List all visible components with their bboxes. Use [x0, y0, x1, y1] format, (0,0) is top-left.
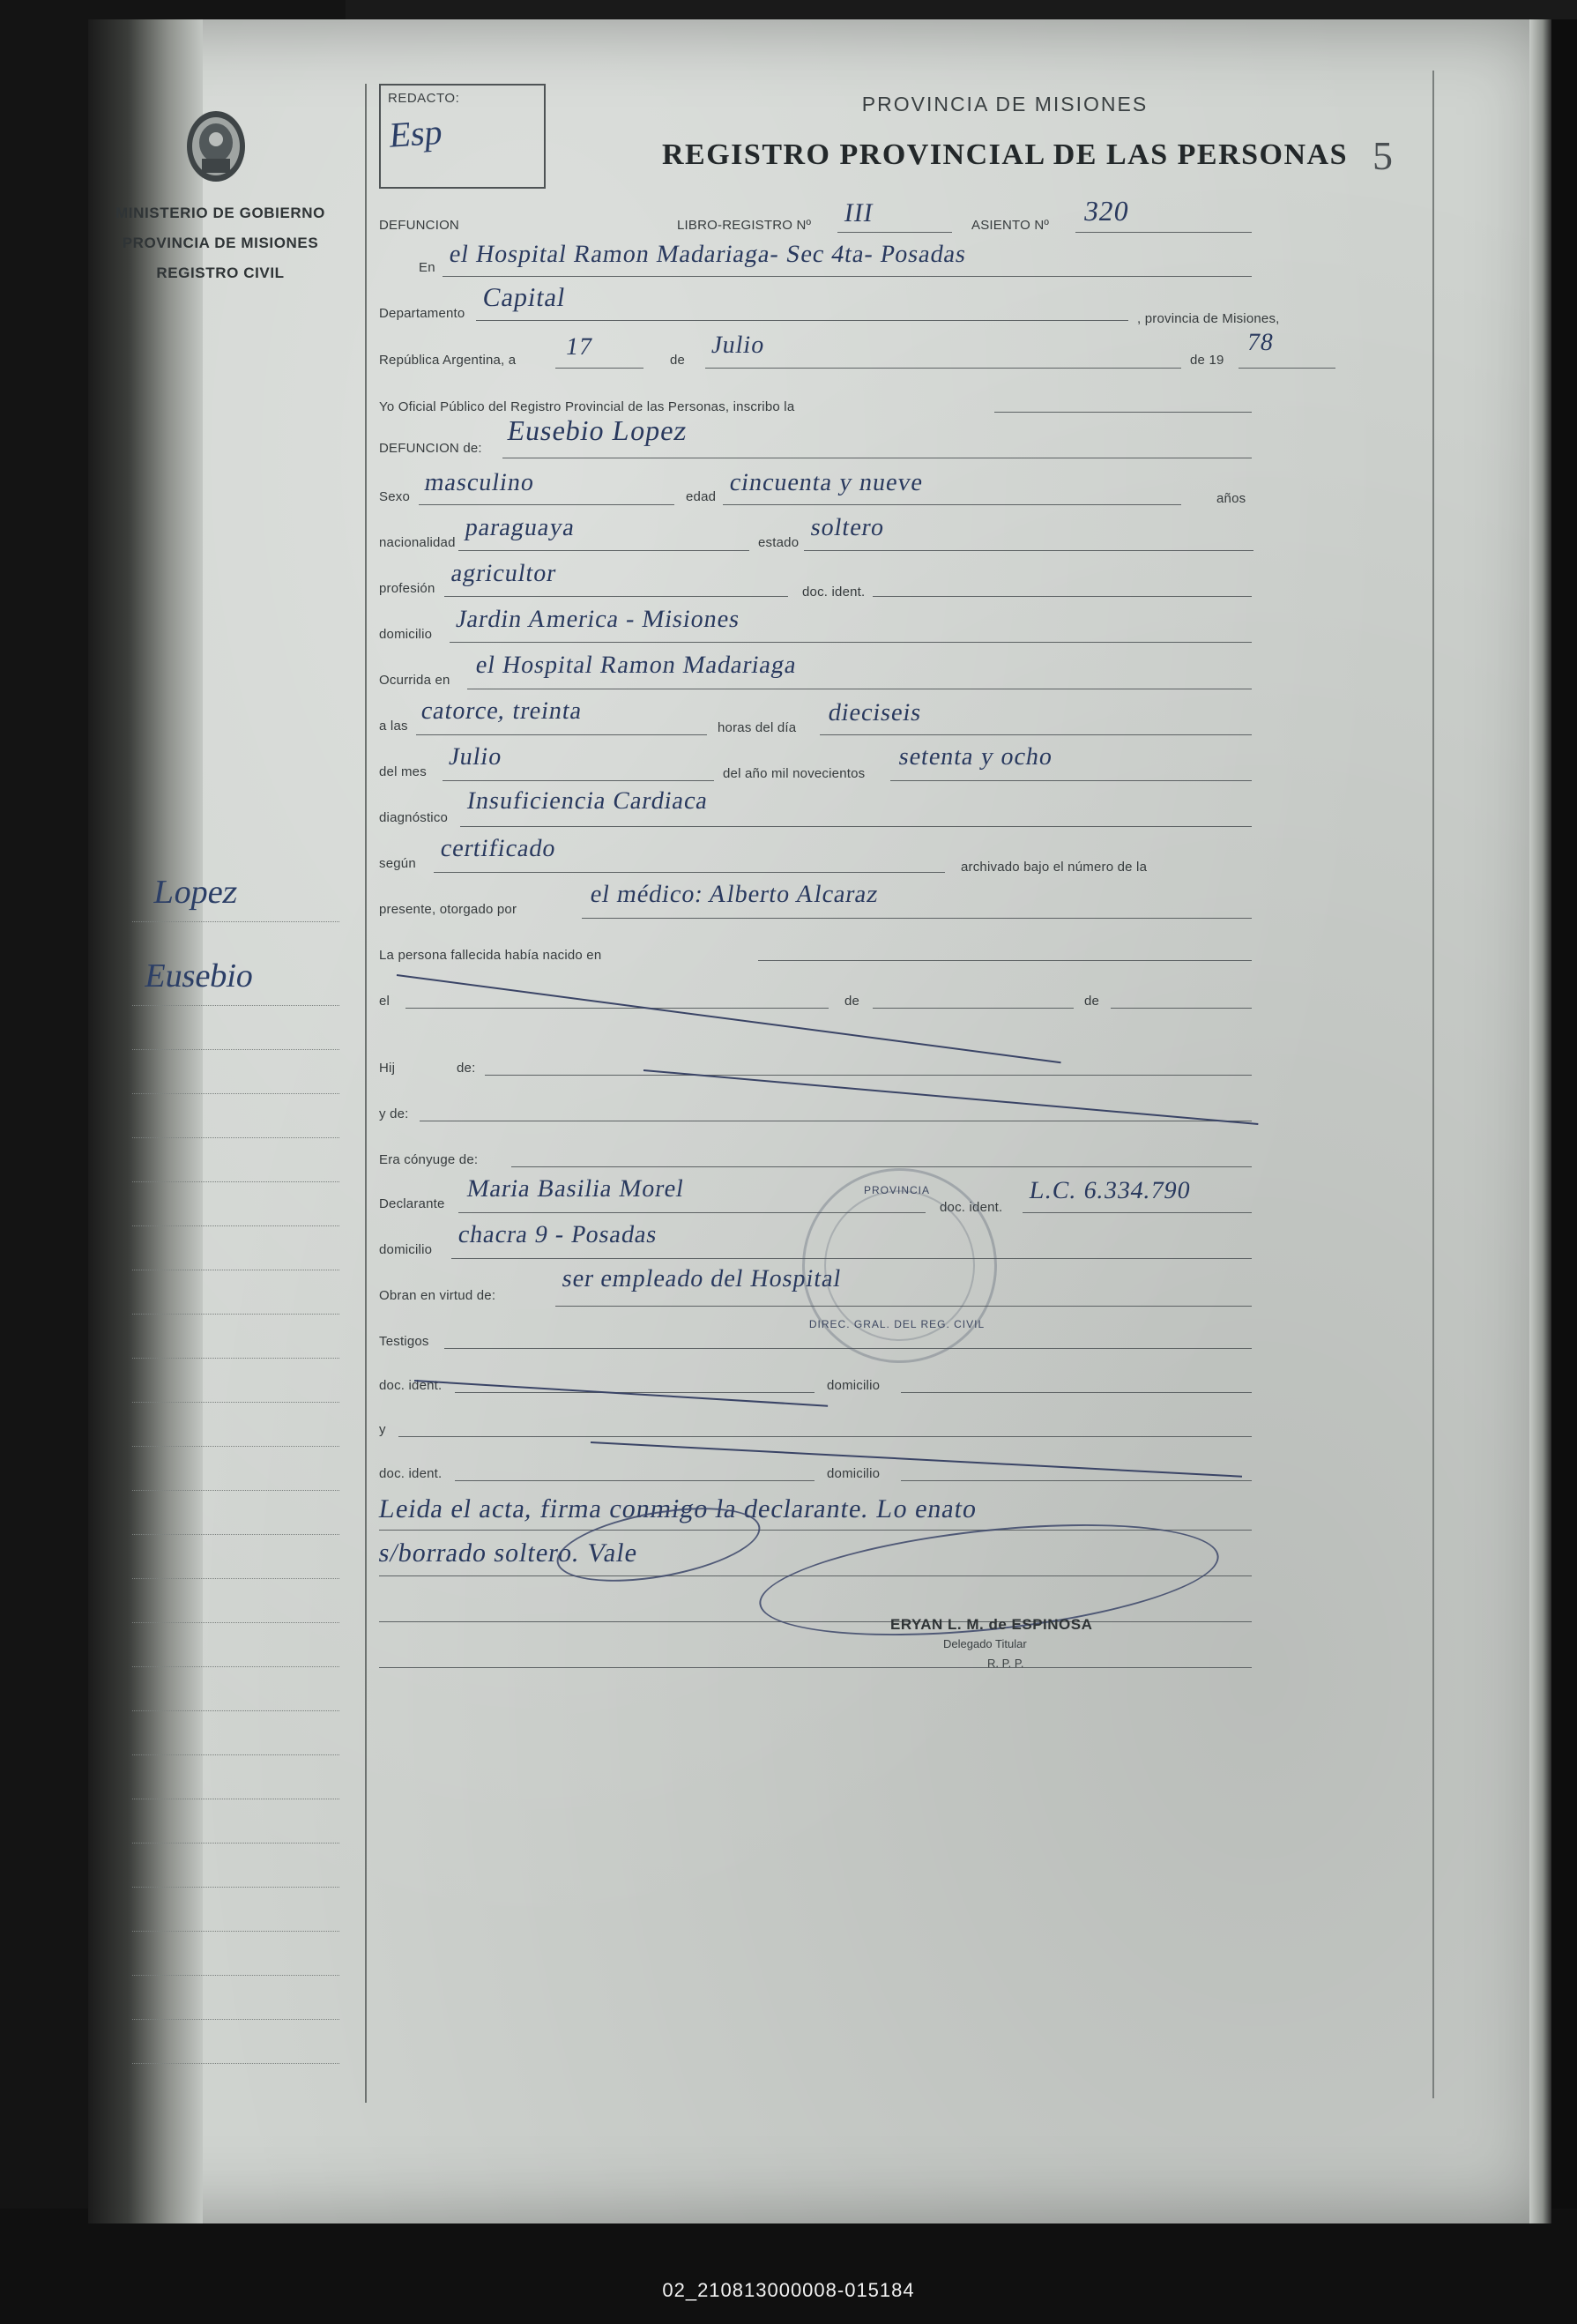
page-edge	[1529, 19, 1551, 2223]
spine-index-surname: Lopez	[151, 874, 242, 911]
occurred-label: Ocurrida en	[379, 673, 450, 688]
right-margin-rule	[1432, 71, 1434, 2098]
book-binding-shadow	[88, 19, 203, 2223]
day-value: 17	[563, 333, 595, 361]
year-prefix-label: de 19	[1190, 353, 1224, 368]
civil-status-label: estado	[758, 535, 800, 550]
month-value: Julio	[710, 331, 768, 359]
time-label: a las	[379, 719, 408, 734]
ministry-line-1: MINISTERIO DE GOBIERNO	[115, 205, 325, 221]
country-label: República Argentina, a	[379, 353, 517, 368]
ministry-line-2: PROVINCIA DE MISIONES	[122, 235, 319, 251]
age-label: edad	[686, 489, 717, 504]
place-value: el Hospital Ramon Madariaga- Sec 4ta- Posadas	[447, 241, 969, 268]
spouse-label: Era cónyuge de:	[379, 1152, 479, 1167]
and-of-label: y de:	[379, 1106, 409, 1121]
department-value: Capital	[480, 283, 569, 312]
ministry-line-3: REGISTRO CIVIL	[156, 264, 285, 281]
scan-filename: 02_210813000008-015184	[662, 2279, 915, 2301]
occurred-value: el Hospital Ramon Madariaga	[473, 652, 800, 679]
page-number: 5	[1372, 133, 1393, 178]
official-seal	[802, 1168, 997, 1363]
witness2-address-label: domicilio	[827, 1466, 881, 1481]
declarant-doc-value: L.C. 6.334.790	[1027, 1177, 1194, 1204]
witness-doc-label: doc. ident.	[379, 1378, 443, 1393]
sex-value: masculino	[422, 469, 537, 496]
year-of-label: del año mil novecientos	[723, 766, 866, 781]
book-label: LIBRO-REGISTRO Nº	[677, 218, 812, 233]
civil-status-value: soltero	[808, 514, 887, 541]
officer-text: Yo Oficial Público del Registro Provincial de las Personas, inscribo la	[379, 399, 795, 414]
sex-label: Sexo	[379, 489, 410, 504]
nationality-label: nacionalidad	[379, 535, 456, 550]
column-rule	[365, 84, 367, 2103]
year-value: 78	[1245, 329, 1276, 356]
officer-signature-role: Delegado Titular	[943, 1637, 1027, 1650]
born-label: La persona fallecida había nacido en	[379, 948, 602, 963]
redacto-label: REDACTO:	[388, 91, 460, 106]
profession-value: agricultor	[449, 560, 559, 587]
month-of-label: del mes	[379, 764, 427, 779]
redacto-box	[379, 84, 546, 189]
declarant-address-label: domicilio	[379, 1242, 433, 1257]
death-record-form	[376, 84, 1428, 2138]
witness2-doc-label: doc. ident.	[379, 1466, 443, 1481]
de-label-2: de	[1084, 994, 1100, 1009]
according-value: certificado	[438, 835, 559, 862]
deceased-name: Eusebio Lopez	[505, 414, 690, 446]
according-label: según	[379, 856, 416, 871]
age-value: cincuenta y nueve	[727, 469, 926, 496]
death-day-value: dieciseis	[826, 699, 924, 726]
filed-label: archivado bajo el número de la	[961, 860, 1148, 875]
entry-value: 320	[1082, 195, 1132, 227]
ministry-block	[97, 198, 344, 288]
department-label: Departamento	[379, 306, 465, 321]
declarant-value: Maria Basilia Morel	[465, 1175, 687, 1203]
place-prefix-label: En	[419, 260, 435, 275]
doc-ident-label: doc. ident.	[802, 585, 866, 600]
child-label: Hij	[379, 1061, 396, 1076]
provincial-crest-icon	[181, 106, 251, 187]
redacto-value: Esp	[388, 111, 445, 155]
address-value: Jardin America - Misiones	[454, 606, 742, 633]
declarant-doc-label: doc. ident.	[940, 1200, 1003, 1215]
registry-title: REGISTRO PROVINCIAL DE LAS PERSONAS	[662, 138, 1348, 171]
closing-line-2: s/borrado soltero. Vale	[376, 1538, 640, 1568]
book-value: III	[842, 198, 876, 227]
death-month-value: Julio	[447, 743, 505, 771]
witness-y-label: y	[379, 1422, 386, 1437]
province-suffix-label: , provincia de Misiones,	[1137, 311, 1280, 326]
hours-label: horas del día	[718, 720, 797, 735]
present-label: presente, otorgado por	[379, 902, 517, 917]
spine-index-given: Eusebio	[142, 957, 257, 994]
province-heading: PROVINCIA DE MISIONES	[861, 93, 1149, 115]
witness-address-label: domicilio	[827, 1378, 881, 1393]
officer-signature-name: ERYAN L. M. de ESPINOSA	[890, 1616, 1093, 1633]
closing-line-1: Leida el acta, firma conmigo la declarante. Lo enato	[376, 1494, 980, 1523]
witness-label: Testigos	[379, 1334, 429, 1349]
de-label-day: de	[670, 353, 686, 368]
child-of-label: de:	[457, 1061, 476, 1076]
nationality-value: paraguaya	[463, 514, 577, 541]
diagnosis-value: Insuficiencia Cardiaca	[465, 787, 710, 815]
record-type-label: DEFUNCION	[379, 218, 459, 233]
profession-label: profesión	[379, 581, 435, 596]
authority-label: Obran en virtud de:	[379, 1288, 496, 1303]
de-label-1: de	[844, 994, 860, 1009]
declarant-address-value: chacra 9 - Posadas	[456, 1221, 660, 1248]
age-unit-label: años	[1216, 491, 1246, 506]
address-label: domicilio	[379, 627, 433, 642]
death-of-label: DEFUNCION de:	[379, 441, 482, 456]
declarant-label: Declarante	[379, 1196, 445, 1211]
time-value: catorce, treinta	[419, 697, 584, 725]
diagnosis-label: diagnóstico	[379, 810, 449, 825]
entry-label: ASIENTO Nº	[971, 218, 1050, 233]
authority-value: ser empleado del Hospital	[560, 1265, 844, 1292]
seal-text-bottom: DIREC. GRAL. DEL REG. CIVIL	[808, 1318, 986, 1330]
el-label: el	[379, 994, 391, 1009]
seal-text-top: PROVINCIA	[863, 1184, 930, 1196]
officer-signature-org: R. P. P.	[987, 1657, 1024, 1670]
death-year-value: setenta y ocho	[896, 743, 1055, 771]
present-value: el médico: Alberto Alcaraz	[588, 881, 881, 908]
